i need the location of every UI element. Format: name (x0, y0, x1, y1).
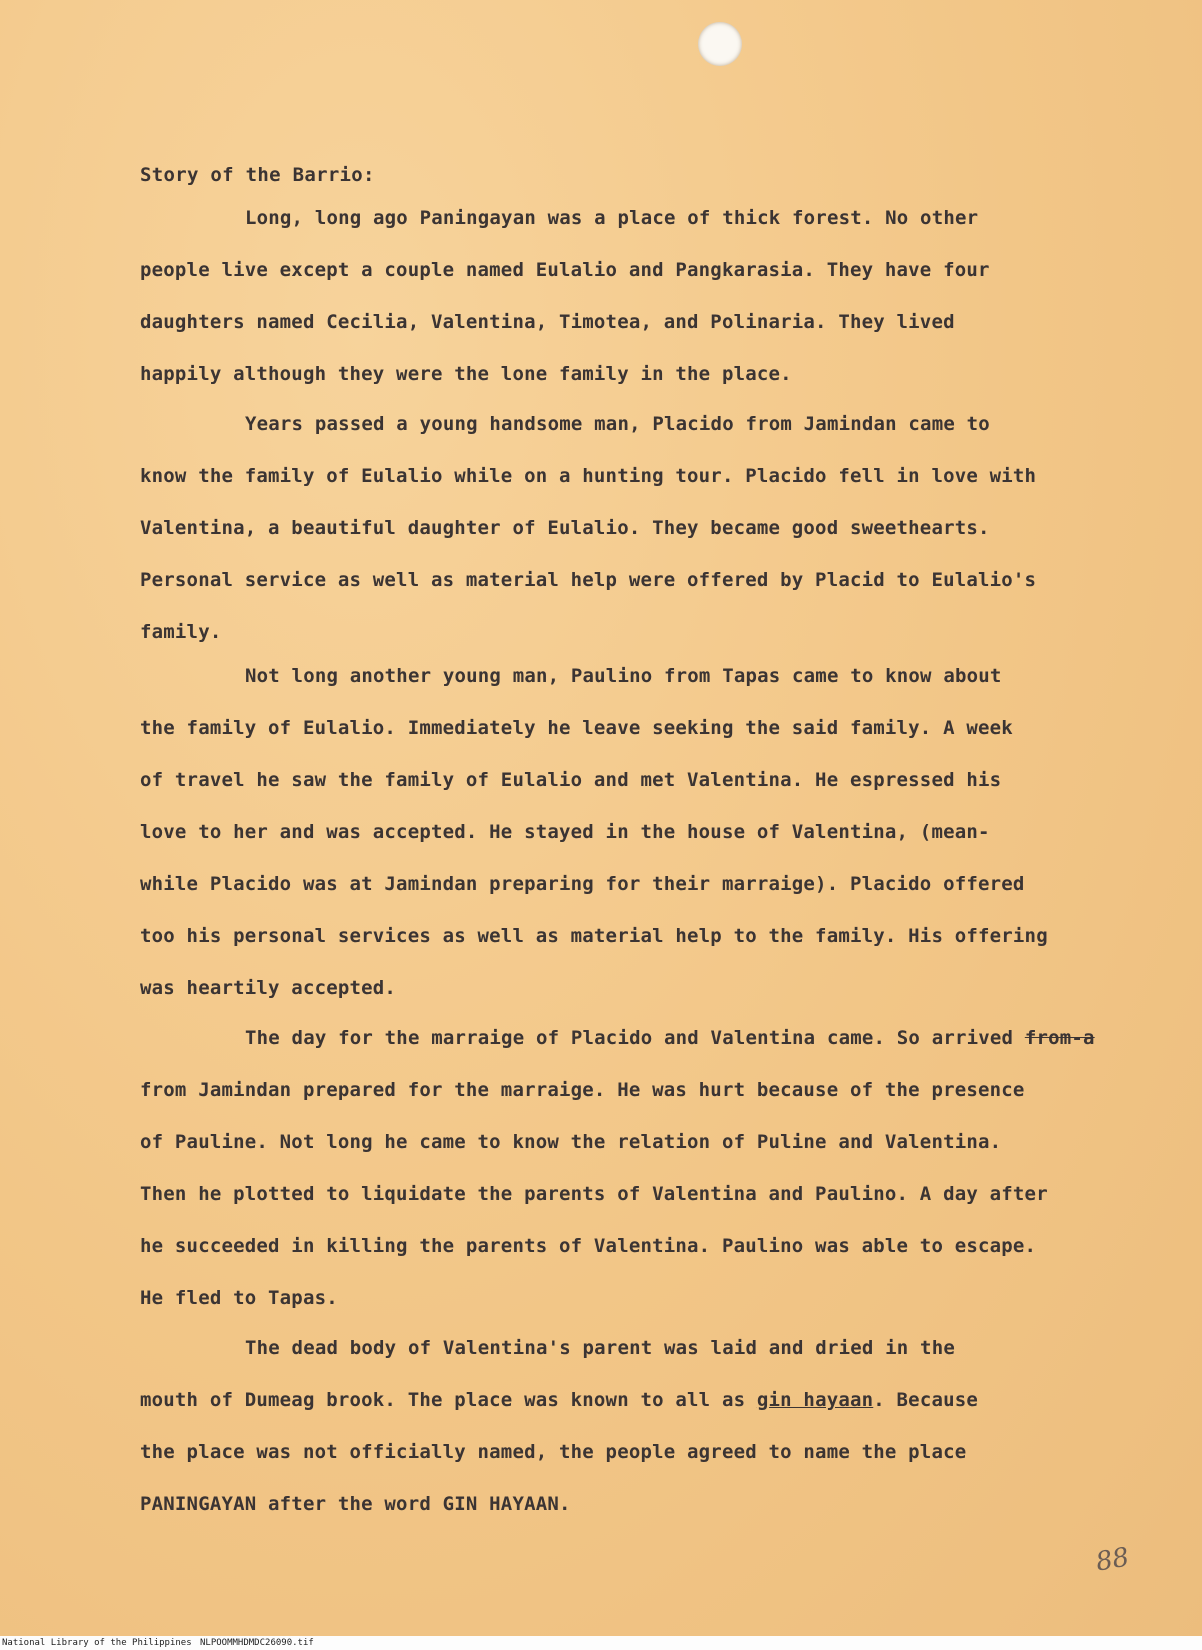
scan-footer (0, 1636, 1202, 1650)
text-line: Long, long ago Paningayan was a place of thick forest. No other (245, 207, 979, 229)
text-line: know the family of Eulalio while on a hunting tour. Placido fell in love with (140, 465, 1037, 487)
page-number-handwritten: 88 (1093, 1542, 1132, 1578)
punch-hole (698, 22, 742, 66)
text-line: love to her and was accepted. He stayed in the house of Valentina, (mean- (140, 821, 990, 843)
text-line: he succeeded in killing the parents of Valentina. Paulino was able to escape. (140, 1235, 1037, 1257)
text-line: too his personal services as well as material help to the family. His offering (140, 925, 1048, 947)
footer-filename: NLPOOMMHDMDC26090.tif (200, 1638, 314, 1648)
text-line: while Placido was at Jamindan preparing for their marraige). Placido offered (140, 873, 1025, 895)
text-line (140, 1012, 1100, 1064)
paragraph-2 (140, 398, 1100, 658)
text-line: of travel he saw the family of Eulalio and met Valentina. He espressed his (140, 769, 1002, 791)
text-line: of Pauline. Not long he came to know the relation of Puline and Valentina. (140, 1131, 1002, 1153)
paragraph-5 (140, 1322, 1100, 1530)
text-line (140, 1374, 1100, 1426)
text-line: The dead body of Valentina's parent was laid and dried in the (245, 1337, 955, 1359)
text-segment: . Because (873, 1389, 979, 1411)
paragraph-4 (140, 1012, 1100, 1324)
text-line: the place was not officially named, the people agreed to name the place (140, 1441, 967, 1463)
underlined-text: gin hayaan (756, 1389, 874, 1411)
paragraph-1 (140, 192, 1100, 400)
text-line: the family of Eulalio. Immediately he leave seeking the said family. A week (140, 717, 1013, 739)
text-line: daughters named Cecilia, Valentina, Timotea, and Polinaria. They lived (140, 311, 955, 333)
text-line: Years passed a young handsome man, Placido from Jamindan came to (245, 413, 990, 435)
paragraph-3 (140, 650, 1100, 1014)
text-line: Personal service as well as material help were offered by Placid to Eulalio's (140, 569, 1037, 591)
text-line: He fled to Tapas. (140, 1287, 338, 1309)
text-line: happily although they were the lone family in the place. (140, 363, 792, 385)
text-line: people live except a couple named Eulalio and Pangkarasia. They have four (140, 259, 990, 281)
text-line: PANINGAYAN after the word GIN HAYAAN. (140, 1493, 571, 1515)
text-segment: The day for the marraige of Placido and Valentina came. So arrived (245, 1027, 1014, 1049)
text-line: Not long another young man, Paulino from Tapas came to know about (245, 665, 1002, 687)
footer-library: National Library of the Philippines (2, 1638, 192, 1648)
text-segment: mouth of Dumeag brook. The place was known to all as (140, 1389, 746, 1411)
text-line: family. (140, 621, 222, 643)
text-line: from Jamindan prepared for the marraige. He was hurt because of the presence (140, 1079, 1025, 1101)
page-heading: Story of the Barrio: (140, 164, 375, 186)
text-line: Then he plotted to liquidate the parents of Valentina and Paulino. A day after (140, 1183, 1048, 1205)
text-line: was heartily accepted. (140, 977, 397, 999)
text-line: Valentina, a beautiful daughter of Eulalio. They became good sweethearts. (140, 517, 990, 539)
struck-text: from-a (1024, 1027, 1095, 1049)
